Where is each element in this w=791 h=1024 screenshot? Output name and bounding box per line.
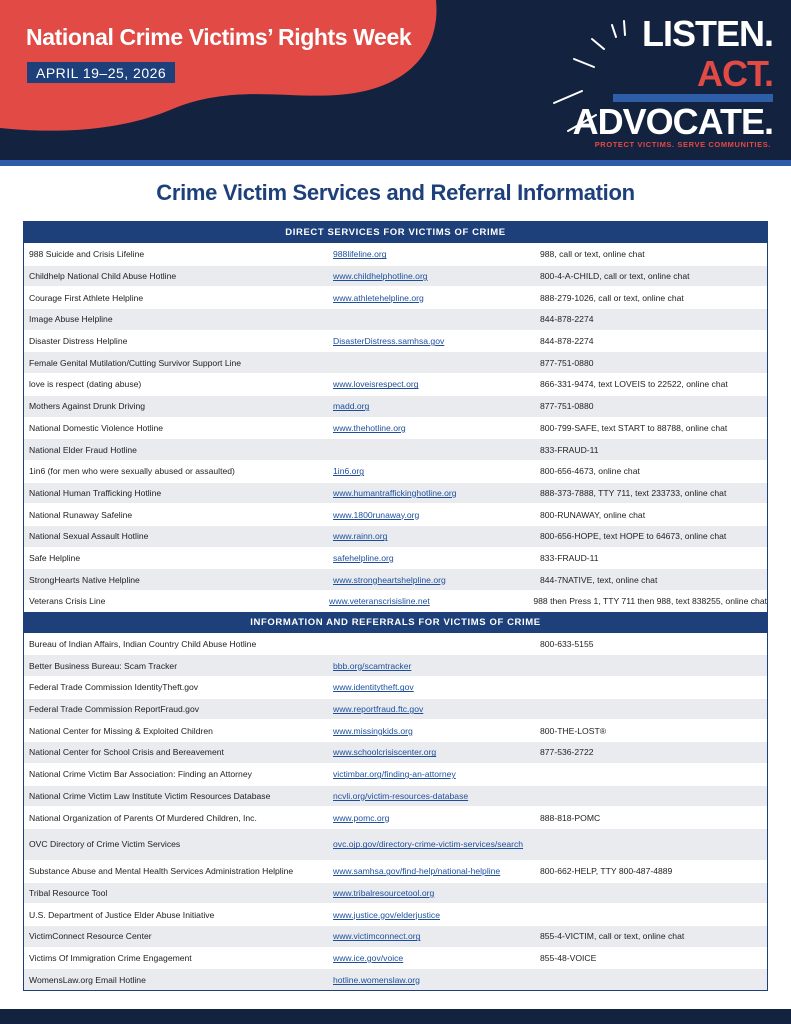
service-contact: 800-656-HOPE, text HOPE to 64673, online chat	[540, 531, 727, 542]
service-link[interactable]: ncvli.org/victim-resources-database	[333, 790, 469, 801]
header-accent-line	[0, 160, 791, 166]
table-row	[24, 265, 767, 287]
service-contact: 844-7NATIVE, text, online chat	[540, 574, 658, 585]
table-row	[24, 351, 767, 373]
service-name: WomensLaw.org Email Hotline	[29, 974, 146, 985]
service-contact: 800-RUNAWAY, online chat	[540, 509, 646, 520]
table-row	[24, 633, 767, 655]
service-link[interactable]: www.strongheartshelpline.org	[333, 574, 446, 585]
service-contact: 877-536-2722	[540, 747, 594, 758]
service-contact: 800-4-A-CHILD, call or text, online chat	[540, 271, 690, 282]
header-banner	[0, 0, 791, 160]
table-row	[24, 763, 767, 785]
service-name: National Sexual Assault Hotline	[29, 531, 149, 542]
service-link[interactable]: safehelpline.org	[333, 552, 394, 563]
service-contact: 800-799-SAFE, text START to 88788, online chat	[540, 422, 728, 433]
service-link[interactable]: www.childhelphotline.org	[333, 271, 428, 282]
table-row	[24, 860, 767, 882]
service-contact: 844-878-2274	[540, 336, 594, 347]
service-link[interactable]: www.humantraffickinghotline.org	[333, 487, 457, 498]
service-contact: 988 then Press 1, TTY 711 then 988, text 838255, online chat	[533, 596, 767, 607]
table-row	[24, 785, 767, 807]
table-row	[24, 590, 767, 612]
slogan-act: ACT.	[697, 53, 773, 94]
service-name: Victims Of Immigration Crime Engagement	[29, 952, 192, 963]
service-name: Bureau of Indian Affairs, Indian Country Child Abuse Hotline	[29, 639, 257, 650]
service-name: love is respect (dating abuse)	[29, 379, 142, 390]
table-row	[24, 882, 767, 904]
service-link[interactable]: www.tribalresourcetool.org	[333, 887, 435, 898]
service-name: Substance Abuse and Mental Health Services Administration Helpline	[29, 866, 294, 877]
service-contact: 800-662-HELP, TTY 800-487-4889	[540, 866, 673, 877]
service-contact: 877-751-0880	[540, 357, 594, 368]
service-link[interactable]: www.reportfraud.ftc.gov	[333, 704, 424, 715]
table-row	[24, 460, 767, 482]
service-name: Veterans Crisis Line	[29, 596, 106, 607]
service-contact: 888-279-1026, call or text, online chat	[540, 292, 684, 303]
service-link[interactable]: www.veteranscrisisline.net	[329, 596, 430, 607]
service-name: OVC Directory of Crime Victim Services	[29, 839, 181, 850]
table-row	[24, 828, 767, 860]
service-name: National Center for School Crisis and Bereavement	[29, 747, 224, 758]
table-row	[24, 676, 767, 698]
table-row	[24, 503, 767, 525]
service-name: Childhelp National Child Abuse Hotline	[29, 271, 177, 282]
service-name: 1in6 (for men who were sexually abused or assaulted)	[29, 466, 235, 477]
service-link[interactable]: madd.org	[333, 401, 370, 412]
service-contact: 800-633-5155	[540, 639, 594, 650]
table-row	[24, 925, 767, 947]
table-row	[24, 903, 767, 925]
service-name: Disaster Distress Helpline	[29, 336, 128, 347]
service-contact: 888-373-7888, TTY 711, text 233733, online chat	[540, 487, 727, 498]
service-contact: 988, call or text, online chat	[540, 249, 645, 260]
service-name: 988 Suicide and Crisis Lifeline	[29, 249, 145, 260]
table-row	[24, 330, 767, 352]
service-link[interactable]: www.identitytheft.gov	[333, 682, 414, 693]
service-name: StrongHearts Native Helpline	[29, 574, 140, 585]
service-link[interactable]: www.thehotline.org	[333, 422, 406, 433]
service-contact: 800-656-4673, online chat	[540, 466, 640, 477]
service-link[interactable]: www.loveisrespect.org	[333, 379, 419, 390]
table-row	[24, 654, 767, 676]
service-contact: 800-THE-LOST®	[540, 725, 607, 736]
service-name: Female Genital Mutilation/Cutting Survivor Support Line	[29, 357, 242, 368]
service-contact: 833-FRAUD-11	[540, 552, 599, 563]
service-name: Tribal Resource Tool	[29, 887, 108, 898]
service-link[interactable]: victimbar.org/finding-an-attorney	[333, 769, 456, 780]
service-name: National Center for Missing & Exploited Children	[29, 725, 213, 736]
service-link[interactable]: hotline.womenslaw.org	[333, 974, 420, 985]
tagline: PROTECT VICTIMS. SERVE COMMUNITIES.	[594, 140, 771, 149]
service-name: U.S. Department of Justice Elder Abuse Initiative	[29, 909, 215, 920]
table-row	[24, 438, 767, 460]
table-row	[24, 525, 767, 547]
service-contact: 844-878-2274	[540, 314, 594, 325]
service-name: Courage First Athlete Helpline	[29, 292, 144, 303]
table-row	[24, 308, 767, 330]
service-contact: 855-48-VOICE	[540, 952, 597, 963]
footer-bar	[0, 1009, 791, 1024]
service-name: National Crime Victim Bar Association: Finding an Attorney	[29, 769, 252, 780]
service-link[interactable]: www.1800runaway.org	[333, 509, 420, 520]
service-link[interactable]: www.ice.gov/voice	[333, 952, 404, 963]
service-contact: 833-FRAUD-11	[540, 444, 599, 455]
service-name: National Runaway Safeline	[29, 509, 133, 520]
info-referrals-list	[24, 633, 767, 990]
service-contact: 866-331-9474, text LOVEIS to 22522, online chat	[540, 379, 728, 390]
service-link[interactable]: 1in6.org	[333, 466, 365, 477]
table-row	[24, 373, 767, 395]
service-name: Image Abuse Helpline	[29, 314, 113, 325]
service-link[interactable]: DisasterDistress.samhsa.gov	[333, 336, 445, 347]
service-contact: 877-751-0880	[540, 401, 594, 412]
table-row	[24, 417, 767, 439]
service-name: Safe Helpline	[29, 552, 81, 563]
service-link[interactable]: www.victimconnect.org	[333, 931, 421, 942]
table-row	[24, 719, 767, 741]
page-title: Crime Victim Services and Referral Information	[156, 180, 635, 205]
table-row	[24, 243, 767, 265]
table-row	[24, 968, 767, 990]
service-link[interactable]: www.schoolcrisiscenter.org	[333, 747, 437, 758]
service-name: Federal Trade Commission ReportFraud.gov	[29, 704, 200, 715]
service-link[interactable]: 988lifeline.org	[333, 249, 387, 260]
service-link[interactable]: www.pomc.org	[333, 812, 390, 823]
event-dates: APRIL 19–25, 2026	[27, 62, 175, 83]
service-link[interactable]: www.athletehelpline.org	[333, 292, 424, 303]
table-row	[24, 806, 767, 828]
service-name: Mothers Against Drunk Driving	[29, 401, 146, 412]
service-link[interactable]: www.rainn.org	[333, 531, 388, 542]
service-name: VictimConnect Resource Center	[29, 931, 152, 942]
event-title: National Crime Victims’ Rights Week	[26, 24, 412, 50]
slogan-block	[573, 14, 773, 142]
service-contact: 888-818-POMC	[540, 812, 601, 823]
slogan-listen: LISTEN.	[641, 13, 773, 54]
table-row	[24, 547, 767, 569]
slogan-advocate: ADVOCATE.	[572, 101, 773, 142]
service-link[interactable]: bbb.org/scamtracker	[333, 660, 412, 671]
section-heading-direct-services: DIRECT SERVICES FOR VICTIMS OF CRIME	[24, 222, 767, 243]
service-link[interactable]: www.samhsa.gov/find-help/national-helpline	[333, 866, 501, 877]
section-heading-info-referrals: INFORMATION AND REFERRALS FOR VICTIMS OF CRIME	[24, 612, 767, 633]
table-row	[24, 947, 767, 969]
direct-services-list	[24, 243, 767, 612]
service-name: National Domestic Violence Hotline	[29, 422, 164, 433]
service-link[interactable]: www.missingkids.org	[333, 725, 413, 736]
service-name: National Elder Fraud Hotline	[29, 444, 137, 455]
table-row	[24, 698, 767, 720]
table-row	[24, 741, 767, 763]
service-name: National Human Trafficking Hotline	[29, 487, 162, 498]
service-name: Federal Trade Commission IdentityTheft.gov	[29, 682, 199, 693]
service-name: National Crime Victim Law Institute Victim Resources Database	[29, 790, 271, 801]
table-row	[24, 568, 767, 590]
table-row	[24, 395, 767, 417]
service-name: Better Business Bureau: Scam Tracker	[29, 660, 178, 671]
service-link[interactable]: ovc.ojp.gov/directory-crime-victim-services/search	[333, 839, 524, 850]
referral-table	[23, 221, 768, 991]
table-row	[24, 482, 767, 504]
service-link[interactable]: www.justice.gov/elderjustice	[333, 909, 440, 920]
service-name: National Organization of Parents Of Murdered Children, Inc.	[29, 812, 257, 823]
table-row	[24, 286, 767, 308]
service-contact: 855-4-VICTIM, call or text, online chat	[540, 931, 685, 942]
